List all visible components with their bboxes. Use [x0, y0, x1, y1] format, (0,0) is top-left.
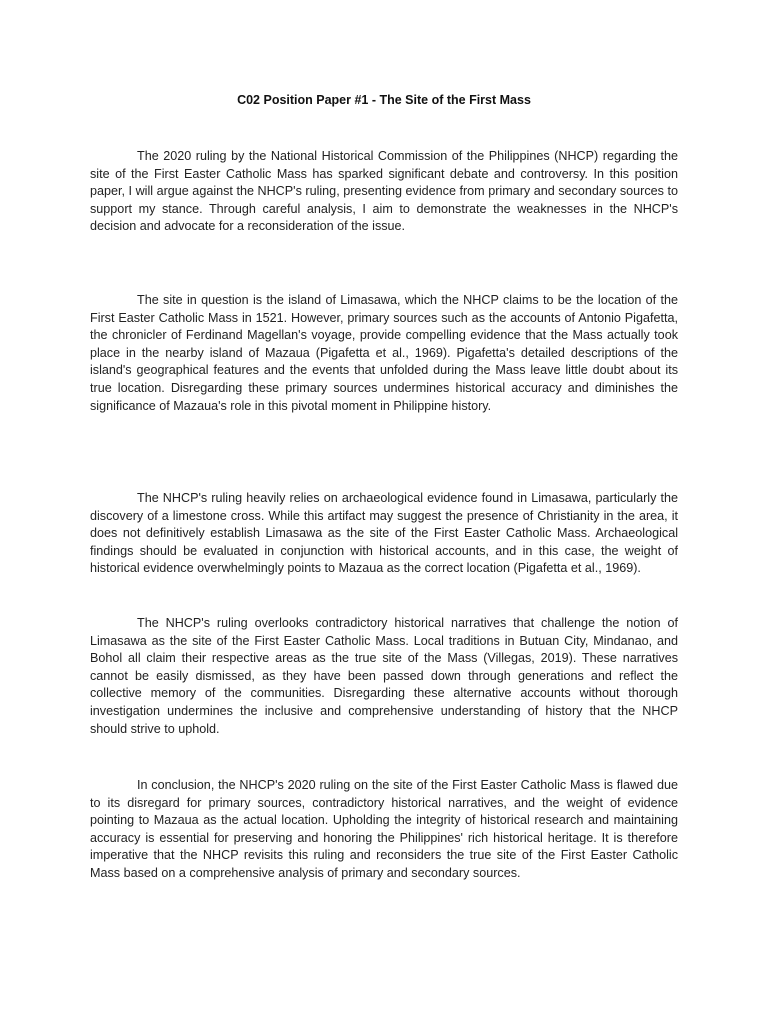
paragraph-conclusion: In conclusion, the NHCP's 2020 ruling on the site of the First Easter Catholic Mass is flawed due to its disregard for primary sources, contradictory historical narratives, and the weight of evidence pointing to Mazaua as the actual location. Upholding the integrity of historical research and maintaining accuracy is essential for preserving and honoring the Philippines' rich historical heritage. It is therefore imperative that the NHCP revisits this ruling and reconsiders the true site of the First Easter Catholic Mass based on a comprehensive analysis of primary and secondary sources.: [90, 778, 678, 880]
paragraph-primary-sources: The site in question is the island of Limasawa, which the NHCP claims to be the location of the First Easter Catholic Mass in 1521. However, primary sources such as the accounts of Antonio Pigafetta, the chronicler of Ferdinand Magellan's voyage, provide compelling evidence that the Mass actually took place in the nearby island of Mazaua (Pigafetta et al., 1969). Pigafetta's detailed descriptions of the island's geographical features and the events that unfolded during the Mass leave little doubt about its true location. Disregarding these primary sources undermines historical accuracy and diminishes the significance of Mazaua's role in this pivotal moment in Philippine history.: [90, 293, 678, 413]
paragraph-contradictory-narratives: The NHCP's ruling overlooks contradictory historical narratives that challenge the notion of Limasawa as the site of the First Easter Catholic Mass. Local traditions in Butuan City, Mindanao, and Bohol all claim their respective areas as the true site of the Mass (Villegas, 2019). These narratives cannot be easily dismissed, as they have been passed down through generations and reflect the collective memory of the communities. Disregarding these alternative accounts without thorough investigation undermines the inclusive and comprehensive understanding of history that the NHCP should strive to uphold.: [90, 616, 678, 736]
document-title: C02 Position Paper #1 - The Site of the First Mass: [237, 93, 531, 107]
paragraph-archaeological-evidence: The NHCP's ruling heavily relies on archaeological evidence found in Limasawa, particularly the discovery of a limestone cross. While this artifact may suggest the presence of Christianity in the area, it does not definitively establish Limasawa as the site of the First Easter Catholic Mass. Archaeological findings should be evaluated in conjunction with historical accounts, and in this case, the weight of historical evidence overwhelmingly points to Mazaua as the correct location (Pigafetta et al., 1969).: [90, 491, 678, 576]
paragraph-introduction: The 2020 ruling by the National Historical Commission of the Philippines (NHCP) regarding the site of the First Easter Catholic Mass has sparked significant debate and controversy. In this position paper, I will argue against the NHCP's ruling, presenting evidence from primary and secondary sources to support my stance. Through careful analysis, I aim to demonstrate the weaknesses in the NHCP's decision and advocate for a reconsideration of the issue.: [90, 149, 678, 234]
